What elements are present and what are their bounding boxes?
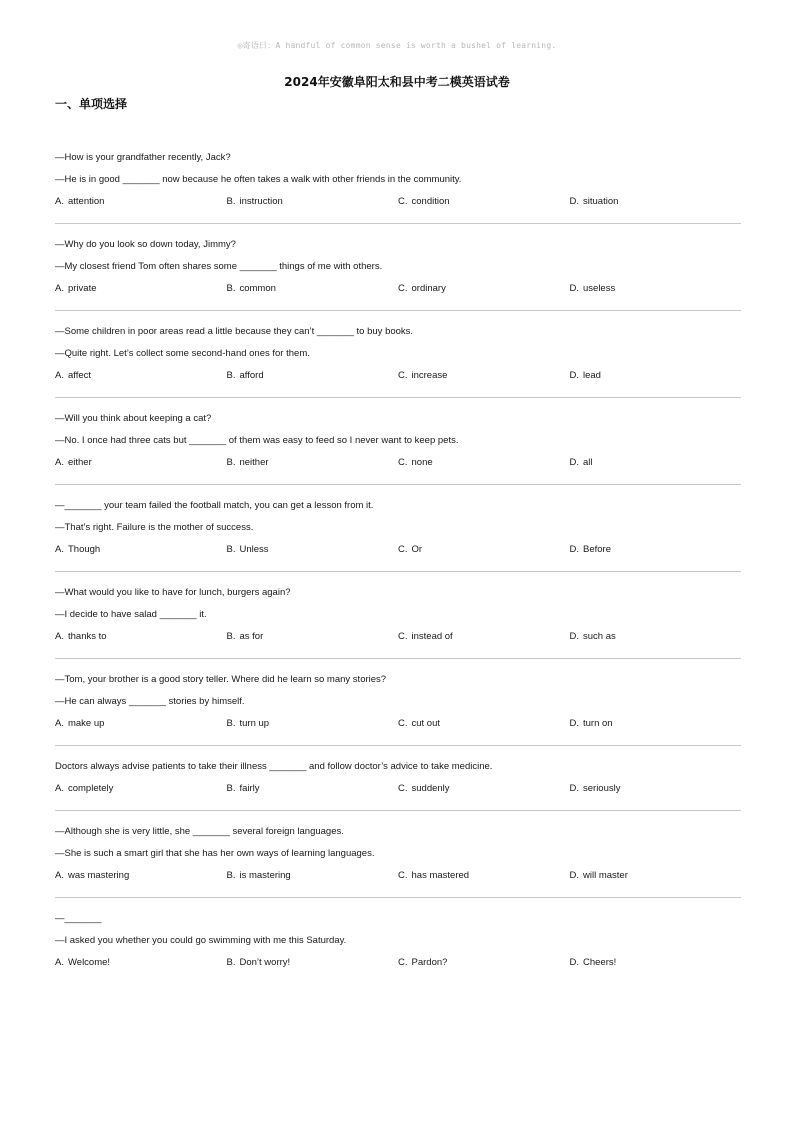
option-text: Pardon? xyxy=(411,957,448,968)
question-text: —Quite right. Let’s collect some second-hand ones for them. xyxy=(55,348,310,359)
answer-option[interactable] xyxy=(55,191,227,213)
option-text: turn on xyxy=(583,718,613,729)
question-text: —Some children in poor areas read a little because they can’t _______ to buy books. xyxy=(55,326,414,337)
option-letter: A. xyxy=(55,196,64,207)
option-letter: C. xyxy=(398,783,408,794)
option-text: Welcome! xyxy=(67,957,111,968)
option-text: useless xyxy=(583,283,616,294)
option-text: instruction xyxy=(239,196,283,207)
question-item xyxy=(55,224,741,311)
option-text: common xyxy=(239,283,276,294)
answer-option[interactable] xyxy=(55,778,227,800)
question-text: —Although she is very little, she _______ several foreign languages. xyxy=(55,826,344,837)
option-text: was mastering xyxy=(67,870,130,881)
answer-option[interactable] xyxy=(570,539,742,561)
answer-option[interactable] xyxy=(570,626,742,648)
answer-option[interactable] xyxy=(570,452,742,474)
answer-options xyxy=(55,626,741,648)
option-letter: B. xyxy=(226,457,236,468)
option-text: Unless xyxy=(239,544,269,555)
question-text: —That’s right. Failure is the mother of success. xyxy=(55,522,254,533)
answer-option[interactable] xyxy=(570,952,742,974)
option-text: attention xyxy=(67,196,105,207)
option-text: either xyxy=(67,457,92,468)
option-letter: C. xyxy=(398,457,408,468)
answer-option[interactable] xyxy=(398,278,570,300)
answer-option[interactable] xyxy=(570,778,742,800)
option-letter: C. xyxy=(398,631,408,642)
answer-option[interactable] xyxy=(227,539,399,561)
option-text: cut out xyxy=(411,718,441,729)
answer-option[interactable] xyxy=(398,713,570,735)
answer-option[interactable] xyxy=(570,365,742,387)
option-text: such as xyxy=(583,631,616,642)
answer-option[interactable] xyxy=(55,865,227,887)
option-text: fairly xyxy=(239,783,260,794)
answer-option[interactable] xyxy=(227,278,399,300)
answer-options xyxy=(55,452,741,474)
option-text: Cheers! xyxy=(583,957,617,968)
answer-options xyxy=(55,865,741,887)
option-text: ordinary xyxy=(411,283,446,294)
option-text: condition xyxy=(411,196,450,207)
question-item xyxy=(55,311,741,398)
answer-option[interactable] xyxy=(398,452,570,474)
option-letter: D. xyxy=(569,870,579,881)
answer-option[interactable] xyxy=(398,539,570,561)
answer-option[interactable] xyxy=(570,865,742,887)
question-text: —Why do you look so down today, Jimmy? xyxy=(55,239,236,250)
answer-option[interactable] xyxy=(227,713,399,735)
answer-options xyxy=(55,778,741,800)
question-text: —What would you like to have for lunch, burgers again? xyxy=(55,587,291,598)
option-text: is mastering xyxy=(239,870,291,881)
answer-option[interactable] xyxy=(398,865,570,887)
question-item xyxy=(55,898,741,984)
option-text: has mastered xyxy=(411,870,470,881)
answer-options xyxy=(55,191,741,213)
answer-options xyxy=(55,952,741,974)
option-letter: B. xyxy=(226,196,236,207)
option-text: make up xyxy=(67,718,105,729)
option-text: turn up xyxy=(239,718,270,729)
question-text: —He can always _______ stories by himself. xyxy=(55,696,245,707)
option-letter: A. xyxy=(55,370,64,381)
option-letter: C. xyxy=(398,957,408,968)
question-item xyxy=(55,485,741,572)
option-text: instead of xyxy=(411,631,453,642)
option-letter: C. xyxy=(398,283,408,294)
question-text: —Will you think about keeping a cat? xyxy=(55,413,212,424)
option-letter: D. xyxy=(569,370,579,381)
question-text: —How is your grandfather recently, Jack? xyxy=(55,152,231,163)
option-letter: B. xyxy=(226,870,236,881)
option-letter: A. xyxy=(55,283,64,294)
option-letter: A. xyxy=(55,544,64,555)
option-letter: D. xyxy=(569,957,579,968)
option-letter: C. xyxy=(398,370,408,381)
question-text: —_______ your team failed the football match, you can get a lesson from it. xyxy=(55,500,374,511)
question-text: —He is in good _______ now because he often takes a walk with other friends in the community. xyxy=(55,174,462,185)
option-text: neither xyxy=(239,457,269,468)
answer-option[interactable] xyxy=(227,626,399,648)
option-letter: D. xyxy=(569,196,579,207)
question-text: Doctors always advise patients to take their illness _______ and follow doctor’s advice to take medicine. xyxy=(55,761,493,772)
option-text: will master xyxy=(583,870,628,881)
option-letter: D. xyxy=(569,783,579,794)
page-title: 2024年安徽阜阳太和县中考二模英语试卷 xyxy=(284,75,510,89)
option-letter: B. xyxy=(226,718,236,729)
question-item xyxy=(55,398,741,485)
option-letter: C. xyxy=(398,718,408,729)
answer-option[interactable] xyxy=(398,191,570,213)
option-text: situation xyxy=(583,196,619,207)
question-text: —I decide to have salad _______ it. xyxy=(55,609,207,620)
option-letter: D. xyxy=(569,544,579,555)
section-heading: 一、单项选择 xyxy=(55,97,128,111)
answer-option[interactable] xyxy=(55,278,227,300)
answer-option[interactable] xyxy=(398,952,570,974)
option-text: seriously xyxy=(583,783,621,794)
answer-option[interactable] xyxy=(55,365,227,387)
question-text: —My closest friend Tom often shares some _______ things of me with others. xyxy=(55,261,383,272)
option-letter: A. xyxy=(55,457,64,468)
answer-option[interactable] xyxy=(570,713,742,735)
option-letter: D. xyxy=(569,631,579,642)
answer-option[interactable] xyxy=(55,452,227,474)
option-text: as for xyxy=(239,631,264,642)
answer-option[interactable] xyxy=(570,278,742,300)
option-text: Though xyxy=(67,544,101,555)
option-letter: B. xyxy=(226,631,236,642)
option-text: suddenly xyxy=(411,783,450,794)
option-text: none xyxy=(411,457,433,468)
option-letter: A. xyxy=(55,631,64,642)
answer-option[interactable] xyxy=(227,365,399,387)
option-text: Don’t worry! xyxy=(239,957,291,968)
question-text: —_______ xyxy=(55,913,102,924)
answer-option[interactable] xyxy=(55,626,227,648)
option-letter: D. xyxy=(569,283,579,294)
answer-option[interactable] xyxy=(55,713,227,735)
answer-option[interactable] xyxy=(227,865,399,887)
option-letter: B. xyxy=(226,957,236,968)
option-letter: C. xyxy=(398,544,408,555)
answer-option[interactable] xyxy=(227,452,399,474)
answer-option[interactable] xyxy=(227,191,399,213)
option-letter: B. xyxy=(226,544,236,555)
option-letter: B. xyxy=(226,283,236,294)
option-letter: C. xyxy=(398,870,408,881)
option-letter: D. xyxy=(569,457,579,468)
option-text: affect xyxy=(67,370,92,381)
answer-option[interactable] xyxy=(570,191,742,213)
header-watermark: ◎寄语曰：A handful of common sense is worth a bushel of learning. xyxy=(237,41,557,50)
option-letter: A. xyxy=(55,870,64,881)
answer-options xyxy=(55,365,741,387)
answer-option[interactable] xyxy=(398,365,570,387)
option-text: thanks to xyxy=(67,631,107,642)
answer-option[interactable] xyxy=(398,626,570,648)
answer-options xyxy=(55,278,741,300)
answer-options xyxy=(55,713,741,735)
option-letter: B. xyxy=(226,783,236,794)
option-letter: A. xyxy=(55,718,64,729)
answer-options xyxy=(55,539,741,561)
question-item xyxy=(55,746,741,811)
option-letter: A. xyxy=(55,957,64,968)
option-letter: D. xyxy=(569,718,579,729)
option-letter: B. xyxy=(226,370,236,381)
question-item xyxy=(55,811,741,898)
option-text: completely xyxy=(67,783,114,794)
option-text: lead xyxy=(583,370,601,381)
question-item xyxy=(55,572,741,659)
option-letter: A. xyxy=(55,783,64,794)
answer-option[interactable] xyxy=(398,778,570,800)
question-item xyxy=(55,659,741,746)
option-text: afford xyxy=(239,370,264,381)
option-text: all xyxy=(583,457,593,468)
answer-option[interactable] xyxy=(55,952,227,974)
answer-option[interactable] xyxy=(55,539,227,561)
answer-option[interactable] xyxy=(227,778,399,800)
answer-option[interactable] xyxy=(227,952,399,974)
question-text: —No. I once had three cats but _______ of them was easy to feed so I never want to keep pets. xyxy=(55,435,459,446)
question-text: —She is such a smart girl that she has her own ways of learning languages. xyxy=(55,848,375,859)
option-text: Before xyxy=(583,544,611,555)
option-text: Or xyxy=(411,544,423,555)
option-text: private xyxy=(67,283,97,294)
question-list xyxy=(55,137,741,984)
question-text: —Tom, your brother is a good story teller. Where did he learn so many stories? xyxy=(55,674,387,685)
question-item xyxy=(55,137,741,224)
option-letter: C. xyxy=(398,196,408,207)
question-text: —I asked you whether you could go swimming with me this Saturday. xyxy=(55,935,347,946)
option-text: increase xyxy=(411,370,448,381)
